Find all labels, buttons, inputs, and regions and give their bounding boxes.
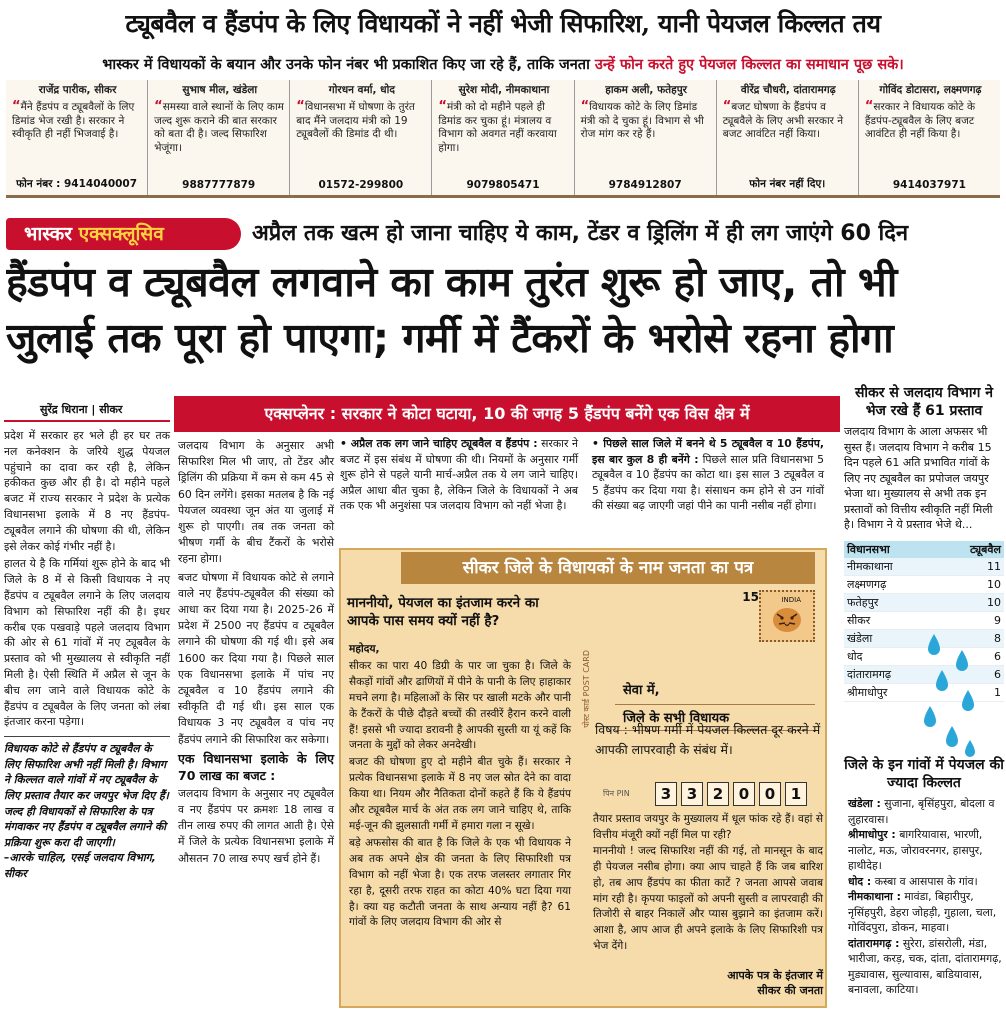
table-cell: फतेहपुर — [844, 593, 937, 611]
table-header-row — [844, 541, 1004, 558]
sub-headline — [0, 50, 1006, 80]
table-row — [844, 629, 1004, 647]
table-cell: 10 — [937, 575, 1004, 593]
mla-card — [290, 80, 432, 195]
mla-quote: “ विधायक कोटे के लिए डिमांड मंत्री को दे चुका हूं। विभाग से भी रोज मांग कर रहे हैं। — [581, 100, 712, 142]
letter-paragraph: तैयार प्रस्ताव जयपुर के मुख्यालय में धूल फांक रहे हैं। वहां से वित्तीय मंजूरी क्यों नहीं मिल पा रही? — [593, 813, 823, 841]
village-region: श्रीमाधोपुर : — [848, 828, 896, 841]
mla-quote: “ सरकार ने विधायक कोटे के हैंडपंप-ट्यूबवैल के लिए बजट आवंटित ही नहीं किया है। — [865, 100, 996, 142]
article-paragraph: प्रदेश में सरकार हर भले ही हर घर तक नल कनेक्शन के जरिये शुद्ध पेयजल पहुंचाने का दावा कर रही है, लेकिन हकीकत कुछ और ही है। दो महीने पहले बजट में राज्य सरकार ने प्रदेश के प्रत्येक विधानसभा इलाके में 8 नए हैंडपंप-ट्यूबवैल लगाने की घोषणा की थी, लेकिन इसे लेकर कोई गंभीर नहीं है। — [4, 429, 170, 553]
mla-phone: फोन नंबर : 9414040007 — [16, 178, 138, 190]
mla-phone: 9887777879 — [182, 179, 256, 191]
villages-list — [848, 796, 1004, 998]
mla-quote: “ मैंने हैंडपंप व ट्यूबवैलों के लिए डिमांड भेज रखी है। सरकार ने स्वीकृति ही नहीं भिजवाई है। — [12, 100, 143, 142]
table-row — [844, 665, 1004, 683]
main-headline — [6, 254, 1000, 366]
village-region: नीमकाथाना : — [848, 890, 901, 903]
letter-paragraph: सीकर का पारा 40 डिग्री के पार जा चुका है। जिले के सैकड़ों गांवों और ढाणियों में पीने के पानी के लिए हाहाकार मचने लगा है। महिलाओं के सिर पर खाली मटके और पानी के टैंकरों के पीछे दौड़ते बच्चों की तस्वीरें हैरान करने वाली हैं! इससे भी ज्यादा डरावनी है आपकी सुस्ती या यूं कहें कि जनता के मुद्दों को लेकर अनदेखी। — [349, 659, 571, 752]
table-cell: 6 — [937, 665, 1004, 683]
village-region: दांतारामगढ़ : — [848, 936, 900, 950]
mla-card — [859, 80, 1000, 195]
table-cell: 9 — [937, 611, 1004, 629]
table-header: ट्यूबवैल — [937, 541, 1004, 558]
main-headline-line-1: हैंडपंप व ट्यूबवैल लगवाने का काम तुरंत शुरू हो जाए, तो भी — [6, 258, 897, 306]
address-recipient: जिले के सभी विधायक — [623, 711, 730, 726]
village-names: बागरियावास, भारणी, नालोट, मऊ, जोरावरनगर, हासपुर, हाथीदेह। — [848, 828, 983, 872]
table-row — [844, 558, 1004, 576]
letter-salutation: महोदय, — [349, 643, 380, 655]
exclusive-badge — [6, 218, 241, 250]
mla-name: सुभाष मील, खंडेला — [182, 84, 258, 96]
bullet-text: सरकार ने बजट में इस संबंध में घोषणा की थी। नियमों के अनुसार गर्मी शुरू होने से पहले यानी मार्च-अप्रैल तक ये लग जाने चाहिए। अप्रैल आधा बीत चुका है, लेकिन जिले के विधायकों ने अब तक एक भी अनुशंसा पत्र जलदाय विभाग को नहीं भेजा है। — [340, 437, 578, 512]
table-cell: नीमकाथाना — [844, 558, 937, 576]
pin-label: पिन PIN — [603, 789, 630, 798]
list-item — [848, 889, 1004, 936]
mla-name: राजेंद्र पारीक, सीकर — [38, 84, 117, 96]
pin-digit: 1 — [785, 782, 807, 806]
address-to: सेवा में, — [623, 683, 660, 698]
official-quote-attribution: –आरके चाहिल, एसई जलदाय विभाग, सीकर — [4, 851, 156, 880]
villages-heading: जिले के इन गांवों में पेयजल की ज्यादा किल्लत — [844, 757, 1004, 791]
letter-signer: सीकर की जनता — [757, 984, 823, 997]
table-cell: 10 — [937, 593, 1004, 611]
mla-card — [148, 80, 290, 195]
table-row — [844, 611, 1004, 629]
exclusive-row — [6, 216, 1000, 252]
address-line — [615, 704, 815, 705]
sidebar-heading: सीकर से जलदाय विभाग ने भेज रखे हैं 61 प्रस्ताव — [854, 385, 994, 419]
letter-paragraph: बजट की घोषणा हुए दो महीने बीत चुके हैं। सरकार ने प्रत्येक विधानसभा इलाके में 8 नए जल स्रोत देने का वादा किया था। नियम और नैतिकता दोनों कहते हैं कि ये हैंडपंप और ट्यूबवैल मार्च के अंत तक लग जाने चाहिए थे, ताकि मई-जून की झुलसाती गर्मी में हमारा गला न सूखे। — [349, 756, 571, 832]
letter-paragraph: माननीयो ! जल्द सिफारिश नहीं की गई, तो मानसून के बाद ही पेयजल नसीब होगा। क्या आप चाहते हैं कि जब बारिश हो, तब आप हैंडपंप का फीता काटें ? जनता आपसे जवाब मांग रही है। कृपया फाइलों को अपनी सुस्ती व लापरवाही की तिजोरी से बाहर निकालें और प्यास बुझाने का इंतजाम करें। आशा है, आप आज ही अपने इलाके के लिए सिफारिशी पत्र भेज देंगे। — [593, 844, 823, 953]
table-cell: दांतारामगढ़ — [844, 665, 937, 683]
table-cell: सीकर — [844, 611, 937, 629]
sub-headline-highlight: उन्हें फोन करते हुए पेयजल किल्लत का समाधान पूछ सके। — [594, 57, 904, 73]
mla-name: सुरेश मोदी, नीमकाथाना — [458, 84, 550, 96]
pin-digit: 3 — [681, 782, 703, 806]
table-cell: 6 — [937, 647, 1004, 665]
official-quote — [4, 736, 170, 881]
tiger-icon — [767, 602, 807, 636]
mla-card — [6, 80, 148, 195]
table-cell: 11 — [937, 558, 1004, 576]
stamp-value: 15 — [742, 590, 759, 604]
table-cell: लक्ष्मणगढ़ — [844, 575, 937, 593]
article-paragraph: बजट घोषणा में विधायक कोटे से लगाने वाले नए हैंडपंप-ट्यूबवैल की संख्या को आधा कर दिया गया है। 2025-26 में प्रदेश में 2500 नए हैंडपंप व ट्यूबवैल लगाने की घोषणा की गई थी। इसे अब 1600 कर दिया गया है। पिछले साल एक विधानसभा इलाके में पांच नए ट्यूबवैल व 10 हैंडपंप लगाने की स्वीकृति दी गई थी। इस साल एक विधायक 3 नए ट्यूबवैल व पांच नए हैंडपंप लगाने की सिफारिश कर सकेगा। — [178, 570, 334, 746]
article-paragraph: जलदाय विभाग के अनुसार अभी सिफारिश मिल भी जाए, तो टेंडर और ड्रिलिंग की प्रक्रिया में कम से कम 45 से 60 दिन लगेंगे। इसका मतलब है कि नई पेयजल व्यवस्था जून अंत या जुलाई में शुरू हो पाएगी। तब तक जनता को भीषण गर्मी के बीच टैंकरों के भरोसे रहना होगा। — [178, 439, 334, 566]
bullet-point-quota — [592, 436, 824, 514]
village-region: खंडेला : — [848, 797, 881, 810]
exclusive-kicker: अप्रैल तक खत्म हो जाना चाहिए ये काम, टेंडर व ड्रिलिंग में ही लग जाएंगे 60 दिन — [252, 221, 909, 246]
village-names: कस्बा व आसपास के गांव। — [874, 874, 978, 888]
table-row — [844, 593, 1004, 611]
pin-digit: 0 — [733, 782, 755, 806]
letter-subject: विषय : भीषण गर्मी में पेयजल किल्लत दूर करने में आपकी लापरवाही के संबंध में। — [595, 722, 821, 757]
table-cell: 8 — [937, 629, 1004, 647]
letter-body-right — [593, 812, 823, 955]
article-column-1 — [4, 420, 170, 1024]
mla-phone: 9079805471 — [466, 179, 540, 191]
pin-digit: 2 — [707, 782, 729, 806]
article-paragraph: जलदाय विभाग के अनुसार नए ट्यूबवैल व नए हैंडपंप पर क्रमशः 18 लाख व तीन लाख रुपए की लागत आती है। ऐसे में जिले के प्रत्येक विधानसभा इलाके में औसतन 70 लाख रुपए खर्च होने हैं। — [178, 786, 334, 865]
letter-signoff: आपके पत्र के इंतजार में — [727, 969, 823, 982]
mla-quote: “ मंत्री को दो महीने पहले ही डिमांड कर चुका हूं। मंत्रालय व विभाग को अवगत नहीं करवाया होगा। — [438, 100, 569, 155]
mla-quote: “ समस्या वाले स्थानों के लिए काम जल्द शुरू कराने की बात सरकार को बता दी है। जल्द सिफारिश भेजूंगा। — [154, 100, 285, 155]
mla-name: हाकम अली, फतेहपुर — [605, 84, 687, 96]
bullet-heading: • पिछले साल जिले में बनने थे 5 ट्यूबवैल व 10 हैंडपंप, इस बार कुल 8 ही बनेंगे : — [592, 437, 824, 466]
table-cell: खंडेला — [844, 629, 937, 647]
proposals-table — [844, 541, 1004, 702]
mla-quote: “ विधानसभा में घोषणा के तुरंत बाद मैंने जलदाय मंत्री को 19 ट्यूबवैलों की डिमांड दी थी। — [296, 100, 427, 142]
table-row — [844, 575, 1004, 593]
mla-name: गोविंद डोटासरा, लक्ष्मणगढ़ — [879, 84, 982, 96]
mla-name: वीरेंद्र चौधरी, दांतारामगढ़ — [740, 84, 836, 96]
subhead: एक विधानसभा इलाके के लिए 70 लाख का बजट : — [178, 750, 334, 783]
list-item — [848, 874, 1004, 890]
table-cell: श्रीमाधोपुर — [844, 683, 937, 701]
mla-phone: फोन नंबर नहीं दिए। — [749, 178, 826, 190]
stamp-country: INDIA — [781, 596, 801, 604]
exclusive-badge-label: एक्सक्लूसिव — [78, 223, 164, 245]
mla-card — [432, 80, 574, 195]
village-names: सुजाना, बृसिंहपुरा, बोदला व लुहारवास। — [848, 797, 995, 826]
article-body — [4, 428, 170, 730]
list-item — [848, 796, 1004, 827]
mla-phone: 01572-299800 — [318, 179, 404, 191]
mla-card — [575, 80, 717, 195]
article-paragraph: हालत ये है कि गर्मियां शुरू होने के बाद भी जिले के 8 में से किसी विधायक ने नए हैंडपंप व ट्यूबवैल लगाने के लिए जलदाय विभाग को सिफारिश नहीं की है। इधर करीब एक पखवाड़े पहले जलदाय विभाग की ओर से 61 गांवों में नए ट्यूबवैल के प्रस्ताव को भी मुख्यालय से स्वीकृति नहीं मिली है। ऐसी स्थिति में अप्रैल से जून के बीच लग जाने वाले विधायक कोटे के हैंडपंप व ट्यूबवैल के लिए जनता को लंबा इंतजार करना पड़ेगा। — [4, 557, 170, 729]
sidebar-text: जलदाय विभाग के आला अफसर भी सुस्त हैं। जलदाय विभाग ने करीब 15 दिन पहले 61 अति प्रभावित गांवों के लिए नए ट्यूबवैल का प्रपोजल जयपुर भेजा था। मुख्यालय से अभी तक इन प्रस्तावों को वित्तीय स्वीकृति नहीं मिली है। विभाग ने ये प्रस्ताव भेजे थे... — [844, 425, 993, 531]
article-column-2 — [178, 438, 334, 1024]
pin-digit: 0 — [759, 782, 781, 806]
mla-phone: 9784912807 — [608, 179, 682, 191]
sub-headline-text: भास्कर में विधायकों के बयान और उनके फोन नंबर भी प्रकाशित किए जा रहे हैं, ताकि जनता — [102, 57, 590, 73]
main-headline-line-2: जुलाई तक पूरा हो पाएगा; गर्मी में टैंकरों के भरोसे रहना होगा — [6, 314, 894, 362]
mla-name: गोरधन वर्मा, धोद — [328, 84, 395, 96]
bullet-point-april — [340, 436, 578, 514]
list-item — [848, 936, 1004, 998]
letter-banner: सीकर जिले के विधायकों के नाम जनता का पत्र — [401, 552, 815, 584]
postcard-label: पोस्ट कार्ड POST CARD — [582, 650, 591, 728]
letter-body-left — [349, 642, 571, 932]
proposals-sidebar — [844, 384, 1004, 702]
official-quote-text: विधायक कोटे से हैंडपंप व ट्यूबवैल के लिए सिफारिश अभी नहीं मिली है। विभाग ने किल्लत वाले गांवों में नए ट्यूबवैल के लिए प्रस्ताव तैयार कर जयपुर भेज दिए हैं। जल्द ही विधायकों से सिफारिश के पत्र मंगवाकर नए हैंडपंप व ट्यूबवैल लगाने की प्रक्रिया शुरू करा दी जाएगी। — [4, 742, 169, 849]
letter-signature — [593, 968, 823, 998]
bullet-heading: • अप्रैल तक लग जाने चाहिए ट्यूबवैल व हैंडपंप : — [340, 437, 538, 450]
table-header: विधानसभा — [844, 541, 937, 558]
table-row — [844, 647, 1004, 665]
village-names: सुरेरा, डांसरोली, मंडा, भारीजा, करड़, चक, दांता, दांतारामगढ़, मुड्यावास, सुल्यावास, बाडियावास, बनावला, काटिया। — [848, 936, 1002, 996]
village-names: मावंडा, बिहारीपुर, नृसिंहपुरी, डेहरा जोहड़ी, गुहाला, चला, गोविंदपुरा, डोकन, माहवा। — [848, 890, 997, 934]
bullet-text: पिछले साल प्रति विधानसभा 5 ट्यूबवैल व 10 हैंडपंप का कोटा था। इस साल 3 ट्यूबवैल व 5 हैंडपंप कर दिया गया है। संसाधन कम होने से उन गांवों की संख्या बढ़ जाएगी जहां पीने का पानी नसीब नहीं होगा। — [592, 452, 824, 512]
exclusive-badge-brand: भास्कर — [24, 223, 79, 245]
mla-quote: “ बजट घोषणा के हैंडपंप व ट्यूबवैले के लिए अभी सरकार ने बजट आवंटित नहीं किया। — [723, 100, 854, 142]
postcard-letter — [339, 548, 827, 1008]
pin-code — [595, 780, 825, 808]
table-cell: 1 — [937, 683, 1004, 701]
byline: सुरेंद्र धिराना | सीकर — [40, 403, 123, 416]
table-cell: धोद — [844, 647, 937, 665]
letter-title: माननीयो, पेयजल का इंतजाम करने का आपके पास समय क्यों नहीं है? — [347, 595, 539, 629]
letter-paragraph: बड़े अफसोस की बात है कि जिले के एक भी विधायक ने अब तक अपने क्षेत्र की जनता के लिए सिफारिशी पत्र विभाग को नहीं भेजा है। एक तरफ जलस्तर लगातार गिर रहा है, दूसरी तरफ राहत का कोटा 40% घटा दिया गया है। क्या यह कटौती जनता के साथ अन्याय नहीं है? 61 गांवों के लिए जलदाय विभाग की ओर से — [349, 836, 571, 929]
mla-phone: 9414037971 — [892, 179, 966, 191]
explainer-banner: एक्सप्लेनर : सरकार ने कोटा घटाया, 10 की जगह 5 हैंडपंप बनेंगे एक विस क्षेत्र में — [174, 396, 840, 432]
village-region: धोद : — [848, 874, 872, 888]
table-row — [844, 683, 1004, 701]
top-headline: ट्यूबवैल व हैंडपंप के लिए विधायकों ने नहीं भेजी सिफारिश, यानी पेयजल किल्लत तय — [125, 9, 881, 38]
list-item — [848, 827, 1004, 874]
pin-digit: 3 — [655, 782, 677, 806]
mla-strip — [6, 80, 1000, 198]
mla-card — [717, 80, 859, 195]
